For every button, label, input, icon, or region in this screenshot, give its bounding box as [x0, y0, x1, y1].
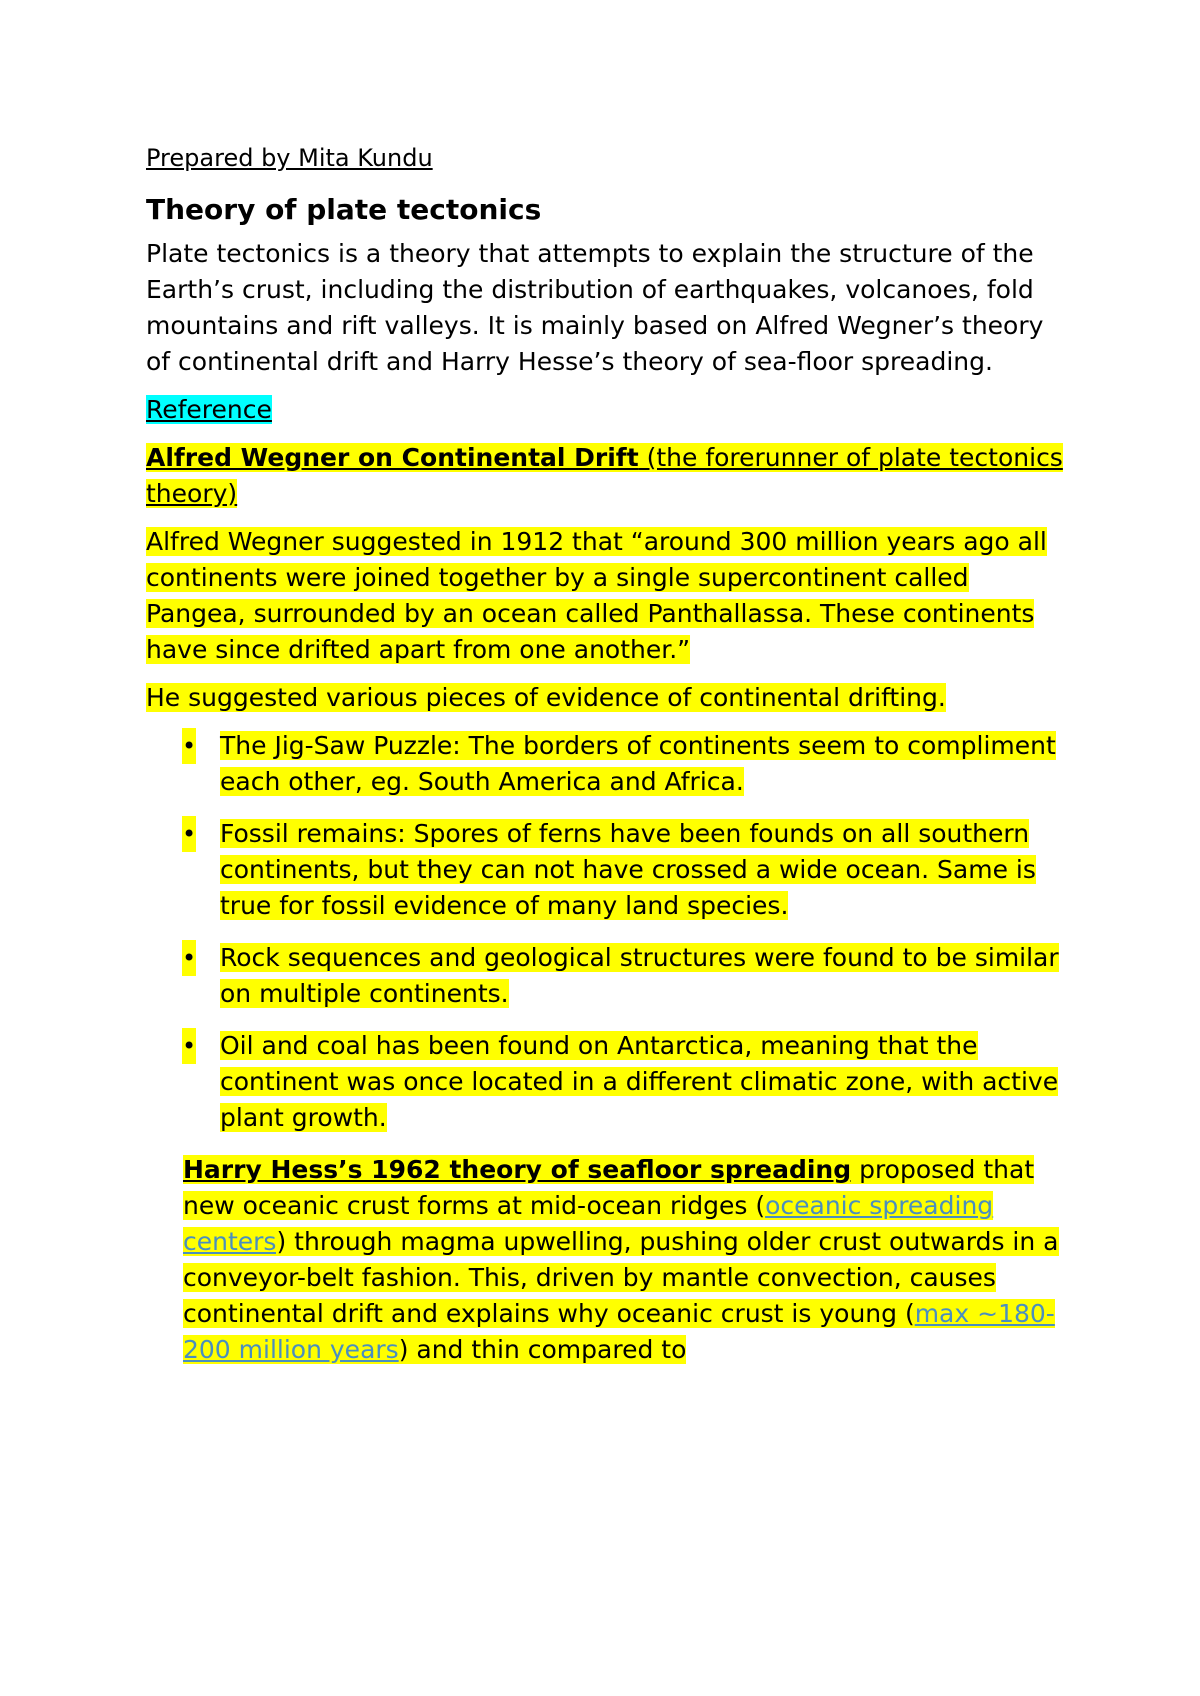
- hess-text-3: ) and thin compared to: [398, 1335, 687, 1364]
- reference-paragraph: [146, 392, 1066, 428]
- list-item: [146, 1028, 1066, 1136]
- wegner-quote: Alfred Wegner suggested in 1912 that “around 300 million years ago all continents were joined together by a single supercontinent called Pangea, surrounded by an ocean called Panthallassa. These continents have since drifted apart from one another.”: [146, 527, 1047, 664]
- intro-paragraph: Plate tectonics is a theory that attempts to explain the structure of the Earth’s crust, including the distribution of earthquakes, volcanoes, fold mountains and rift valleys. It is mainly based on Alfred Wegner’s theory of continental drift and Harry Hesse’s theory of sea-floor spreading.: [146, 239, 1044, 376]
- hess-heading: Harry Hess’s 1962 theory of seafloor spreading: [183, 1155, 852, 1184]
- evidence-list: [146, 728, 1066, 1136]
- reference-link[interactable]: Reference: [146, 395, 272, 424]
- wegner-heading: [146, 440, 1066, 512]
- hess-text-2: ) through magma upwelling, pushing older crust outwards in a conveyor-belt fashion. This, driven by mantle convection, causes continental drift and explains why oceanic crust is young (: [183, 1227, 1059, 1328]
- wegner-quote-paragraph: [146, 524, 1066, 668]
- author-byline: Prepared by Mita Kundu: [146, 144, 433, 172]
- bullet-icon: •: [182, 728, 196, 764]
- evidence-intro: He suggested various pieces of evidence of continental drifting.: [146, 683, 946, 712]
- list-item: [146, 816, 1066, 924]
- list-item: [146, 940, 1066, 1012]
- evidence-item-text: The Jig-Saw Puzzle: The borders of continents seem to compliment each other, eg. South America and Africa.: [220, 731, 1056, 796]
- hess-paragraph: [183, 1152, 1066, 1368]
- hess-text-1: proposed that new oceanic crust forms at mid-ocean ridges (: [183, 1155, 1035, 1220]
- wegner-heading-bold: Alfred Wegner on Continental Drift: [146, 443, 639, 472]
- evidence-item-text: Rock sequences and geological structures were found to be similar on multiple continents.: [220, 943, 1059, 1008]
- document-page: [146, 140, 1066, 1380]
- wegner-heading-subtitle: (the forerunner of plate tectonics theory): [146, 443, 1063, 508]
- crust-age-link[interactable]: max ~180-200 million years: [183, 1299, 1055, 1364]
- evidence-item-text: Oil and coal has been found on Antarctica, meaning that the continent was once located in a different climatic zone, with active plant growth.: [220, 1031, 1059, 1132]
- bullet-icon: •: [182, 940, 196, 976]
- bullet-icon: •: [182, 1028, 196, 1064]
- document-title: Theory of plate tectonics: [146, 193, 542, 226]
- bullet-icon: •: [182, 816, 196, 852]
- evidence-item-text: Fossil remains: Spores of ferns have been founds on all southern continents, but they can not have crossed a wide ocean. Same is true for fossil evidence of many land species.: [220, 819, 1036, 920]
- list-item: [146, 728, 1066, 800]
- oceanic-spreading-centers-link[interactable]: oceanic spreading centers: [183, 1191, 994, 1256]
- evidence-intro-paragraph: [146, 680, 1066, 716]
